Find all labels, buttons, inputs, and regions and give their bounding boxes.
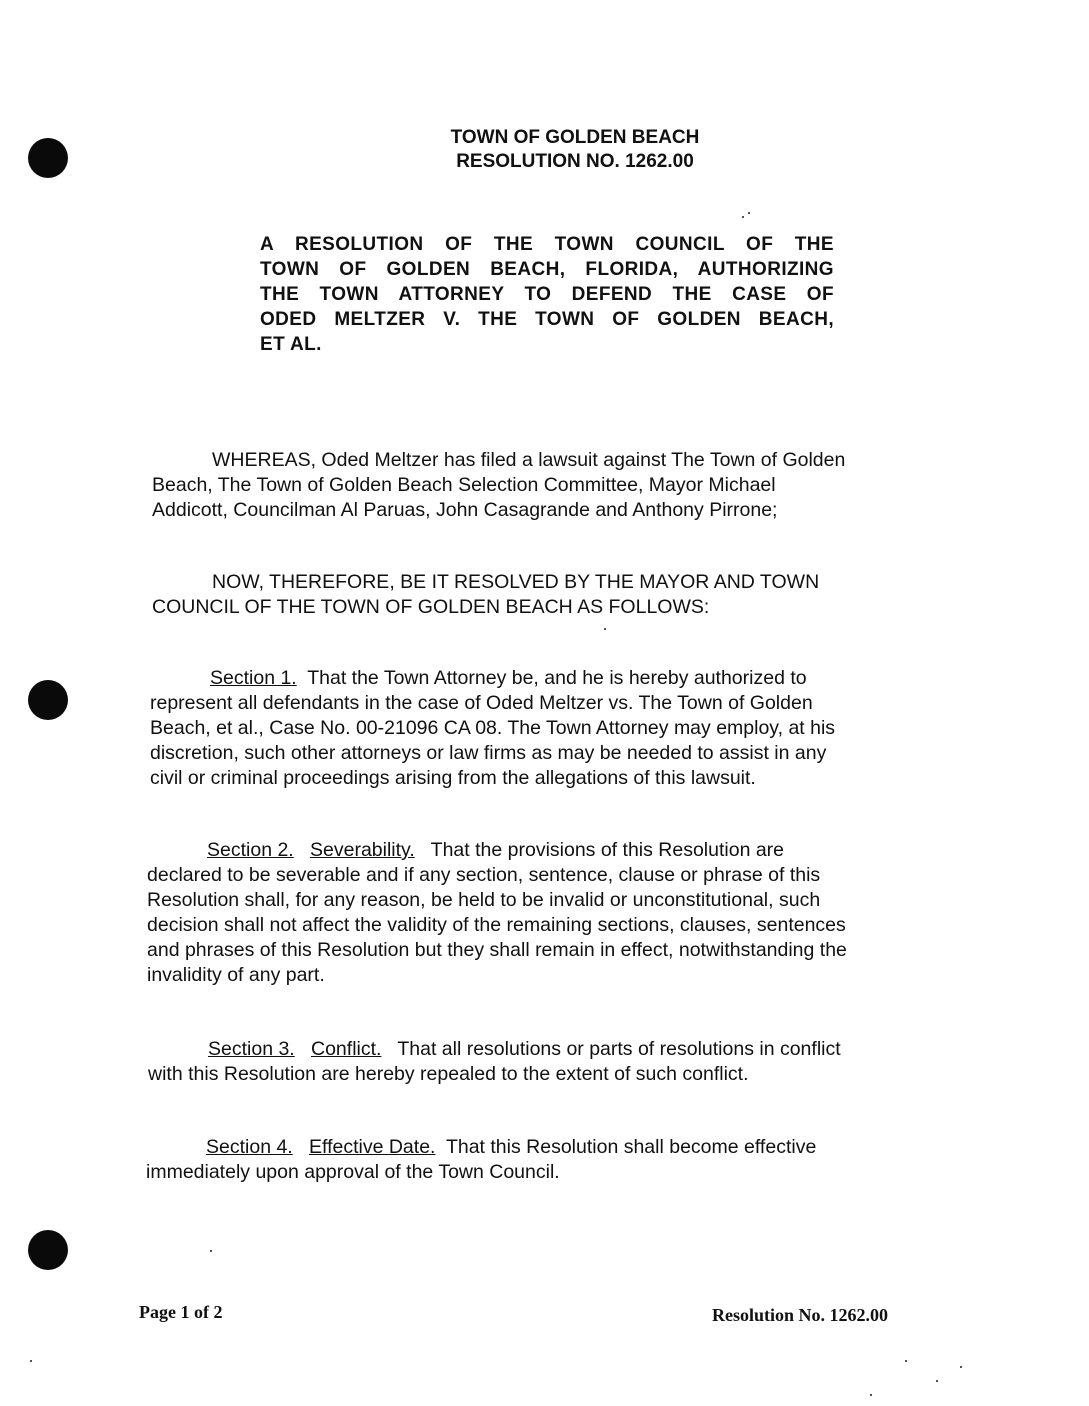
section-2-line: Resolution shall, for any reason, be held to be invalid or unconstitutional, such xyxy=(147,889,821,911)
section-2-heading: Section 2. xyxy=(207,839,294,861)
now-therefore-line: NOW, THEREFORE, BE IT RESOLVED BY THE MAYOR AND TOWN xyxy=(212,571,820,593)
section-3-heading: Section 3. xyxy=(208,1038,295,1060)
section-1-heading: Section 1. xyxy=(210,667,297,689)
page-number: Page 1 of 2 xyxy=(139,1302,223,1322)
whereas-line: Addicott, Councilman Al Paruas, John Casagrande and Anthony Pirrone; xyxy=(152,499,778,521)
section-1-paragraph xyxy=(150,666,930,791)
title-line: A RESOLUTION OF THE TOWN COUNCIL OF THE xyxy=(260,234,834,255)
section-2-line: and phrases of this Resolution but they shall remain in effect, notwithstanding the xyxy=(147,939,847,961)
section-4-line: That this Resolution shall become effective xyxy=(445,1136,817,1158)
now-therefore-line: COUNCIL OF THE TOWN OF GOLDEN BEACH AS FOLLOWS: xyxy=(152,596,710,618)
section-2-subheading: Severability. xyxy=(310,839,415,861)
section-1-line: civil or criminal proceedings arising from the allegations of this lawsuit. xyxy=(150,767,756,789)
section-3-subheading: Conflict. xyxy=(311,1038,382,1060)
whereas-paragraph xyxy=(152,448,932,523)
section-3-paragraph xyxy=(148,1037,928,1087)
whereas-line: Beach, The Town of Golden Beach Selection Committee, Mayor Michael xyxy=(152,474,776,496)
document-header xyxy=(420,126,730,174)
section-2-line: decision shall not affect the validity of the remaining sections, clauses, sentences xyxy=(147,914,846,936)
title-line: TOWN OF GOLDEN BEACH, FLORIDA, AUTHORIZING xyxy=(260,259,834,280)
scan-speck xyxy=(905,1360,907,1362)
section-2-paragraph xyxy=(147,838,927,988)
punch-hole-middle xyxy=(28,680,68,720)
scan-speck xyxy=(936,1380,938,1382)
section-2-line: declared to be severable and if any section, sentence, clause or phrase of this xyxy=(147,864,821,886)
section-1-line: discretion, such other attorneys or law firms as may be needed to assist in any xyxy=(150,742,827,764)
title-line: ODED MELTZER V. THE TOWN OF GOLDEN BEACH, xyxy=(260,309,834,330)
now-therefore-paragraph xyxy=(152,570,932,620)
title-line: THE TOWN ATTORNEY TO DEFEND THE CASE OF xyxy=(260,284,834,305)
scan-speck xyxy=(210,1250,212,1252)
section-2-line: invalidity of any part. xyxy=(147,964,325,986)
section-3-line: That all resolutions or parts of resolutions in conflict xyxy=(397,1038,841,1060)
town-name: TOWN OF GOLDEN BEACH xyxy=(450,127,700,148)
section-4-paragraph xyxy=(146,1135,926,1185)
section-4-heading: Section 4. xyxy=(206,1136,293,1158)
title-line: ET AL. xyxy=(260,334,322,355)
section-3-line: with this Resolution are hereby repealed to the extent of such conflict. xyxy=(148,1063,749,1085)
section-2-line: That the provisions of this Resolution are xyxy=(430,839,785,861)
whereas-line: WHEREAS, Oded Meltzer has filed a lawsuit against The Town of Golden xyxy=(212,449,846,471)
section-1-line: represent all defendants in the case of Oded Meltzer vs. The Town of Golden xyxy=(150,692,813,714)
scan-speck xyxy=(748,212,750,214)
punch-hole-top xyxy=(28,138,68,178)
resolution-number: RESOLUTION NO. 1262.00 xyxy=(456,151,694,172)
section-1-line: That the Town Attorney be, and he is hereby authorized to xyxy=(307,667,807,689)
section-1-line: Beach, et al., Case No. 00-21096 CA 08. The Town Attorney may employ, at his xyxy=(150,717,836,739)
section-4-subheading: Effective Date. xyxy=(309,1136,436,1158)
scan-speck xyxy=(604,628,606,630)
punch-hole-bottom xyxy=(28,1230,68,1270)
scan-speck xyxy=(870,1394,872,1396)
scan-speck xyxy=(742,216,744,218)
resolution-title xyxy=(260,232,834,357)
scan-speck xyxy=(30,1360,32,1362)
scan-speck xyxy=(960,1366,962,1368)
footer-resolution-number: Resolution No. 1262.00 xyxy=(712,1305,889,1325)
section-4-line: immediately upon approval of the Town Council. xyxy=(146,1161,560,1183)
